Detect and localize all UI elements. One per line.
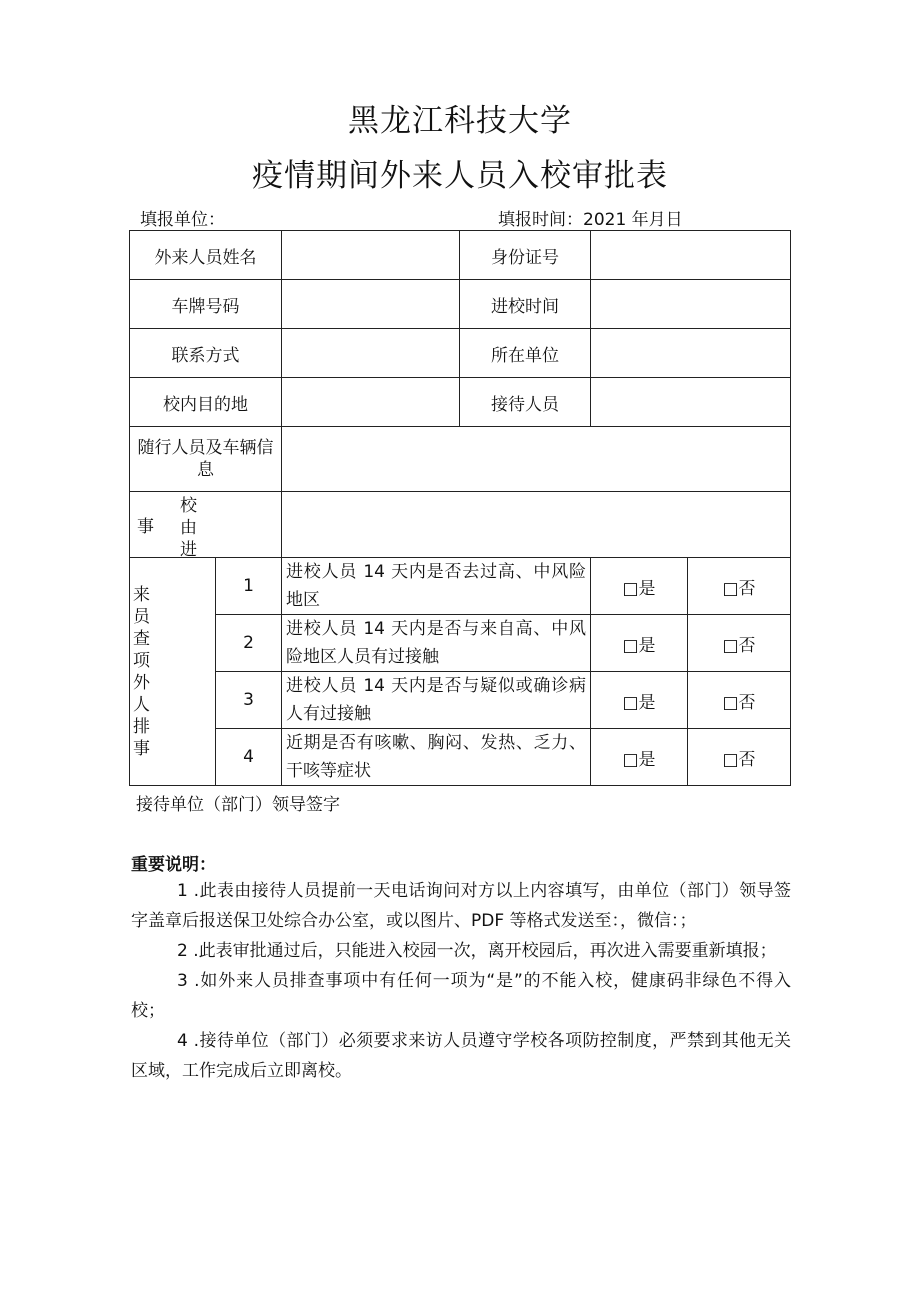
form-row-companions	[130, 427, 791, 492]
visitor-name-field[interactable]	[282, 231, 460, 280]
fill-time-label: 填报时间：2021 年月日	[498, 210, 683, 230]
note-item: 2 .此表审批通过后，只能进入校园一次，离开校园后，再次进入需要重新填报；	[177, 941, 777, 961]
destination-field[interactable]	[282, 378, 460, 427]
no-checkbox[interactable]: □否	[688, 558, 791, 615]
no-checkbox[interactable]: □否	[688, 672, 791, 729]
notes-title: 重要说明：	[131, 855, 216, 875]
contact-label: 联系方式	[130, 329, 282, 378]
form-row-name	[130, 231, 791, 280]
screening-char: 来	[133, 584, 150, 605]
note-item: 3 .如外来人员排查事项中有任何一项为“是”的不能入校，健康码非绿色不得入校；	[131, 971, 791, 1021]
screening-char: 员	[133, 606, 150, 627]
destination-label: 校内目的地	[130, 378, 282, 427]
host-field[interactable]	[591, 378, 791, 427]
note-item: 4 .接待单位（部门）必须要求来访人员遵守学校各项防控制度，严禁到其他无关区域，工作完成后立即离校。	[131, 1031, 791, 1081]
yes-checkbox[interactable]: □是	[591, 729, 688, 786]
visitor-name-label: 外来人员姓名	[130, 231, 282, 280]
screening-char: 外	[133, 672, 150, 693]
yes-checkbox[interactable]: □是	[591, 615, 688, 672]
form-title: 疫情期间外来人员入校审批表	[252, 158, 668, 194]
plate-number-label: 车牌号码	[130, 280, 282, 329]
entry-time-field[interactable]	[591, 280, 791, 329]
screening-char: 查	[133, 628, 150, 649]
important-notes	[131, 876, 791, 1086]
screening-item-text: 进校人员 14 天内是否与疑似或确诊病人有过接触	[282, 672, 591, 729]
entry-time-label: 进校时间	[460, 280, 591, 329]
host-label: 接待人员	[460, 378, 591, 427]
fill-unit-label: 填报单位：	[140, 210, 225, 230]
form-row-plate	[130, 280, 791, 329]
screening-char: 事	[133, 738, 150, 759]
reason-char: 事	[137, 517, 154, 537]
contact-field[interactable]	[282, 329, 460, 378]
companion-field[interactable]	[282, 427, 791, 492]
screening-item-text: 进校人员 14 天内是否与来自高、中风险地区人员有过接触	[282, 615, 591, 672]
screening-items-label	[130, 558, 216, 786]
reason-char: 由	[180, 518, 197, 538]
yes-checkbox[interactable]: □是	[591, 558, 688, 615]
screening-row	[130, 729, 791, 786]
leader-signature-label: 接待单位（部门）领导签字	[136, 795, 340, 815]
screening-item-number: 1	[216, 558, 282, 615]
screening-char: 项	[133, 650, 150, 671]
yes-checkbox[interactable]: □是	[591, 672, 688, 729]
reason-char: 校	[180, 496, 197, 516]
plate-number-field[interactable]	[282, 280, 460, 329]
screening-item-number: 2	[216, 615, 282, 672]
screening-row	[130, 615, 791, 672]
id-number-field[interactable]	[591, 231, 791, 280]
organization-field[interactable]	[591, 329, 791, 378]
form-row-reason	[130, 492, 791, 558]
entry-reason-label	[130, 492, 282, 558]
no-checkbox[interactable]: □否	[688, 615, 791, 672]
screening-item-text: 进校人员 14 天内是否去过高、中风险地区	[282, 558, 591, 615]
form-row-contact	[130, 329, 791, 378]
approval-form-table	[129, 230, 791, 786]
form-row-destination	[130, 378, 791, 427]
companion-label: 随行人员及车辆信息	[130, 427, 282, 492]
entry-reason-field[interactable]	[282, 492, 791, 558]
organization-label: 所在单位	[460, 329, 591, 378]
screening-item-number: 4	[216, 729, 282, 786]
id-number-label: 身份证号	[460, 231, 591, 280]
screening-row	[130, 672, 791, 729]
note-item: 1 .此表由接待人员提前一天电话询问对方以上内容填写，由单位（部门）领导签字盖章后报送保卫处综合办公室，或以图片、PDF 等格式发送至：，微信：；	[131, 881, 791, 931]
screening-item-text: 近期是否有咳嗽、胸闷、发热、乏力、干咳等症状	[282, 729, 591, 786]
screening-char: 排	[133, 716, 150, 737]
university-title: 黑龙江科技大学	[348, 103, 572, 139]
no-checkbox[interactable]: □否	[688, 729, 791, 786]
screening-char: 人	[133, 694, 150, 715]
screening-item-number: 3	[216, 672, 282, 729]
reason-char: 进	[180, 540, 197, 560]
screening-row	[130, 558, 791, 615]
